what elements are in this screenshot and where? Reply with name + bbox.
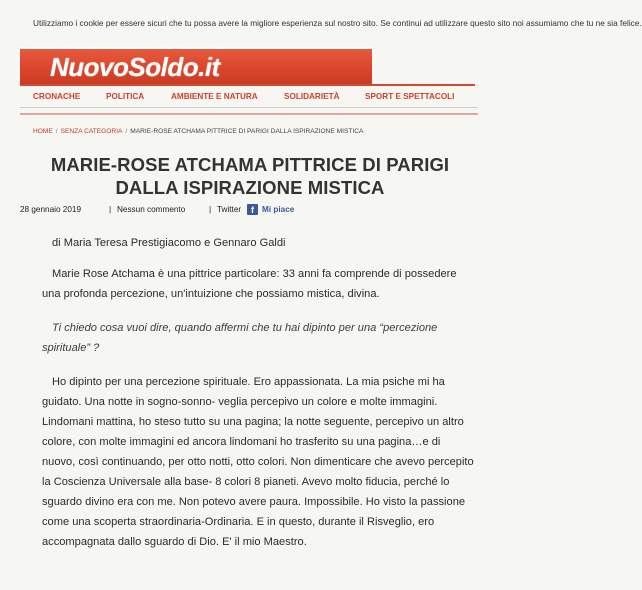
nav-item-cronache[interactable]: CRONACHE [33,92,81,101]
breadcrumb-current: MARIE-ROSE ATCHAMA PITTRICE DI PARIGI DALLA ISPIRAZIONE MISTICA [130,128,364,135]
breadcrumb-separator: / [55,128,58,135]
main-navigation [0,89,480,109]
page-title-line2: DALLA ISPIRAZIONE MISTICA [115,177,385,198]
interview-question: Ti chiedo cosa vuoi dire, quando affermi che tu hai dipinto per una “percezione spirituale” ? [42,322,438,354]
cookie-notice-bar [0,18,642,32]
site-header-banner [20,47,372,86]
breadcrumb [33,128,363,135]
header-divider [20,84,475,86]
comments-link[interactable]: Nessun commento [117,205,186,214]
facebook-icon[interactable]: f [247,204,258,215]
page-title [20,153,480,199]
site-logo[interactable]: NuovoSoldo.it [50,52,220,82]
facebook-like-button[interactable]: Mi piace [262,205,295,214]
nav-divider-top [20,107,478,108]
meta-separator: | [109,205,112,214]
nav-item-politica[interactable]: POLITICA [106,92,145,101]
post-date: 28 gennaio 2019 [20,205,82,214]
article-paragraph: Ho dipinto per una percezione spirituale. Ero appassionata. La mia psiche mi ha guidato. Una notte in sogno-sonno- veglia percepivo un colore e molte immagini. Lindomani mattina, ho steso tutto su una pagina; la notte seguente, percepivo un altro colore, con molte immagini ed ancora lindomani ho trasferito su una pagina…e di nuovo, così continuando, per otto notti, otto colori. Non dimenticare che avevo percepito la Coscienza Universale alla base- 8 colori 8 pianeti. Avevo molto fiducia, perché lo sguardo divino era con me. Non potevo avere paura. Impossibile. Ho visto la passione come una scoperta straordinaria-Ordinaria. E in questo, durante il Risveglio, ero accompagnata dallo sguardo di Dio. E' il mio Maestro. [42,376,474,548]
nav-item-sport-e-spettacoli[interactable]: SPORT E SPETTACOLI [365,92,455,101]
breadcrumb-home[interactable]: HOME [33,128,53,135]
breadcrumb-category[interactable]: SENZA CATEGORIA [60,128,123,135]
nav-item-solidarieta[interactable]: SOLIDARIETÀ [284,92,340,101]
cookie-notice-text: Utilizziamo i cookie per essere sicuri che tu possa avere la migliore esperienza sul nostro sito. Se continui ad utilizzare questo sito noi assumiamo che tu ne sia felice. [33,18,642,28]
page-title-line1: MARIE-ROSE ATCHAMA PITTRICE DI PARIGI [50,154,450,175]
article-author: di Maria Teresa Prestigiacomo e Gennaro Galdi [52,237,286,249]
article-meta [20,205,480,219]
twitter-share-button[interactable]: Twitter [217,205,242,214]
nav-divider-bottom [20,113,478,115]
meta-separator: | [209,205,212,214]
breadcrumb-separator: / [125,128,128,135]
nav-item-ambiente-e-natura[interactable]: AMBIENTE E NATURA [171,92,258,101]
article-paragraph: Marie Rose Atchama è una pittrice particolare: 33 anni fa comprende di possedere una profonda percezione, un'intuizione che possiamo mistica, divina. [42,268,457,300]
